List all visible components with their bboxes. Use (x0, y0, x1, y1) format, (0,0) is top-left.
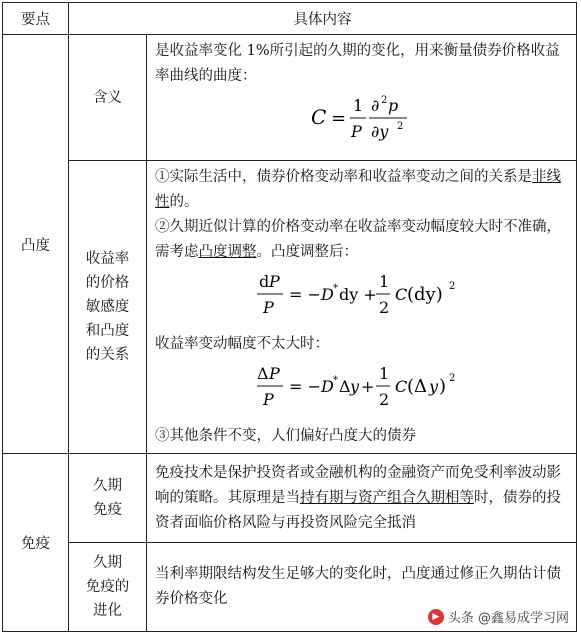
svg-text:P: P (268, 272, 280, 291)
row-relation (3, 161, 577, 454)
convexity-formula (155, 91, 568, 154)
svg-text:(Δ: (Δ (406, 376, 427, 397)
svg-text:1: 1 (378, 364, 389, 383)
relation-point-2: ②久期近似计算的价格变动率在收益率变动幅度较大时不准确，需考虑凸度调整。凸度调整后： (155, 219, 561, 260)
convexity-label: 凸度 (3, 35, 69, 454)
header-details: 具体内容 (69, 3, 577, 35)
svg-text:P: P (350, 122, 362, 141)
svg-text:=: = (330, 108, 346, 129)
svg-text:2: 2 (380, 95, 387, 106)
duration-immunization-label (69, 454, 147, 543)
duration-immunization-label-line: 免疫 (93, 502, 122, 518)
svg-text:): ) (438, 376, 446, 397)
content-table (2, 2, 577, 632)
svg-text:P: P (262, 390, 274, 409)
evolution-label (69, 543, 147, 632)
immunization-label: 免疫 (3, 454, 69, 632)
relation-label-line: 敏感度 (85, 299, 130, 315)
header-key-point: 要点 (3, 3, 69, 35)
relation-point-1: ①实际生活中，债券价格变动率和收益率变动之间的关系是非线性的。 (155, 169, 561, 210)
svg-text:∂: ∂ (370, 96, 379, 115)
svg-text:*: * (332, 283, 338, 294)
svg-text:*: * (332, 375, 338, 386)
relation-label-line: 收益率 (85, 251, 130, 267)
evolution-label-line: 久期 (93, 555, 122, 571)
watermark (424, 606, 573, 627)
svg-text:P: P (268, 364, 280, 383)
meaning-label: 含义 (69, 35, 147, 161)
duration-immunization-label-line: 久期 (93, 478, 122, 494)
svg-text:(dy): (dy) (406, 284, 443, 305)
svg-text:2: 2 (448, 281, 455, 292)
watermark-text: 头条 @鑫易成学习网 (447, 611, 569, 626)
svg-text:= −: = − (288, 285, 321, 304)
relation-content (147, 161, 577, 454)
svg-text:C: C (394, 285, 407, 304)
small-change-formula (155, 359, 568, 422)
relation-point-3: 收益率变动幅度不太大时： (155, 336, 329, 352)
row-meaning (3, 35, 577, 161)
adjusted-price-formula (155, 267, 568, 330)
svg-text:1: 1 (352, 96, 363, 115)
svg-text:C: C (310, 105, 326, 129)
svg-text:P: P (262, 298, 274, 317)
meaning-content (147, 35, 577, 161)
svg-text:dy +: dy + (338, 285, 377, 304)
svg-text:C: C (394, 377, 407, 396)
svg-text:2: 2 (378, 298, 389, 317)
svg-text:2: 2 (378, 390, 389, 409)
svg-text:= −: = − (288, 377, 321, 396)
svg-text:1: 1 (378, 272, 389, 291)
relation-label (69, 161, 147, 454)
svg-text:∂y: ∂y (370, 122, 388, 141)
relation-label-line: 的价格 (85, 275, 130, 291)
svg-text:Δ: Δ (338, 377, 351, 396)
evolution-label-line: 免疫的 (85, 579, 130, 595)
svg-text:+: + (360, 377, 374, 396)
svg-text:d: d (258, 272, 269, 291)
relation-point-4: ③其他条件不变，人们偏好凸度大的债券 (155, 428, 416, 444)
header-row (3, 3, 577, 35)
headline-logo-icon: ▶ (428, 609, 444, 625)
svg-text:2: 2 (396, 121, 403, 132)
duration-immunization-content: 免疫技术是保护投资者或金融机构的金融资产而免受利率波动影响的策略。其原理是当持有期与资产组合久期相等时，债券的投资者面临价格风险与再投资风险完全抵消 (147, 454, 577, 543)
evolution-label-line: 进化 (93, 603, 122, 619)
svg-text:2: 2 (448, 373, 455, 384)
svg-text:p: p (387, 96, 398, 115)
evolution-content: 当利率期限结构发生足够大的变化时，凸度通过修正久期估计债券价格变化 (147, 543, 577, 632)
meaning-text: 是收益率变化 1%所引起的久期的变化，用来衡量债券价格收益率曲线的曲度： (155, 43, 560, 84)
row-duration-immunization (3, 454, 577, 543)
svg-text:y: y (349, 377, 359, 396)
svg-text:y: y (428, 377, 438, 396)
svg-text:D: D (320, 377, 334, 396)
svg-text:Δ: Δ (256, 364, 269, 383)
relation-label-line: 和凸度 (85, 323, 130, 339)
relation-label-line: 的关系 (85, 347, 130, 363)
svg-text:D: D (320, 285, 334, 304)
